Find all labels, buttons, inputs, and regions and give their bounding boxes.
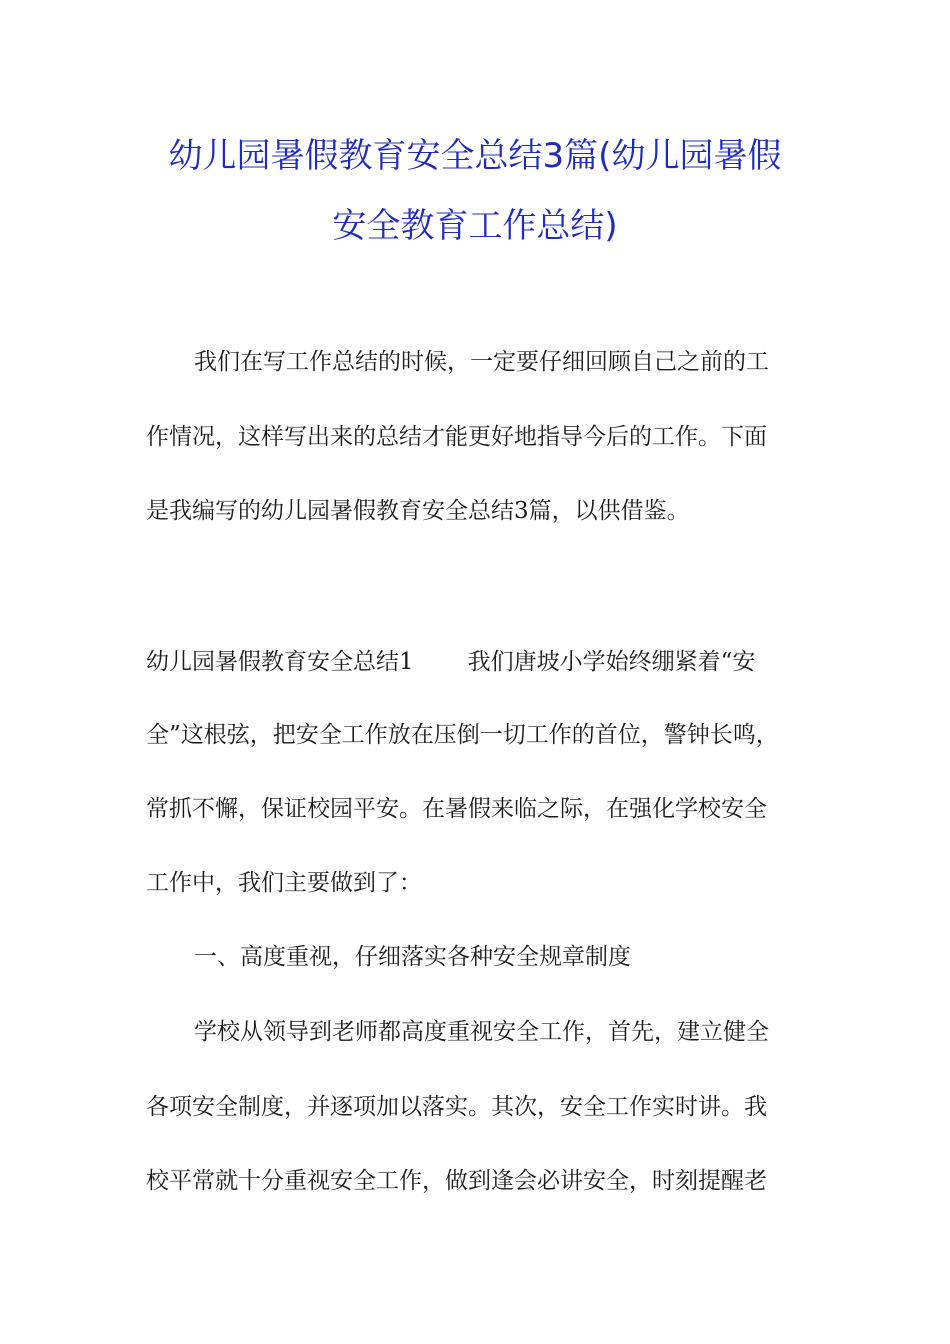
document-title-line-2: 安全教育工作总结) <box>332 206 618 246</box>
para-2-line-2: 各项安全制度，并逐项加以落实。其次，安全工作实时讲。我 <box>146 1094 767 1120</box>
intro-line-2: 作情况，这样写出来的总结才能更好地指导今后的工作。下面 <box>146 424 767 450</box>
para-2-line-3: 校平常就十分重视安全工作，做到逢会必讲安全，时刻提醒老 <box>146 1168 767 1194</box>
section-1-line-1: 我们唐坡小学始终绷紧着“安 <box>467 649 756 675</box>
section-1-line-3: 常抓不懈，保证校园平安。在暑假来临之际，在强化学校安全 <box>146 796 767 822</box>
document-title-line-1: 幼儿园暑假教育安全总结3篇(幼儿园暑假 <box>168 136 782 176</box>
para-2-line-1: 学校从领导到老师都高度重视安全工作，首先，建立健全 <box>194 1019 769 1045</box>
subheading-1: 一、高度重视，仔细落实各种安全规章制度 <box>194 944 631 970</box>
section-1-line-2: 全”这根弦，把安全工作放在压倒一切工作的首位，警钟长鸣， <box>146 722 779 748</box>
intro-line-3: 是我编写的幼儿园暑假教育安全总结3篇，以供借鉴。 <box>146 498 690 524</box>
intro-line-1: 我们在写工作总结的时候，一定要仔细回顾自己之前的工 <box>194 349 769 375</box>
section-1-heading: 幼儿园暑假教育安全总结1 <box>146 649 414 675</box>
section-1-line-4: 工作中，我们主要做到了： <box>146 870 422 896</box>
section-1-first-line <box>146 647 755 677</box>
